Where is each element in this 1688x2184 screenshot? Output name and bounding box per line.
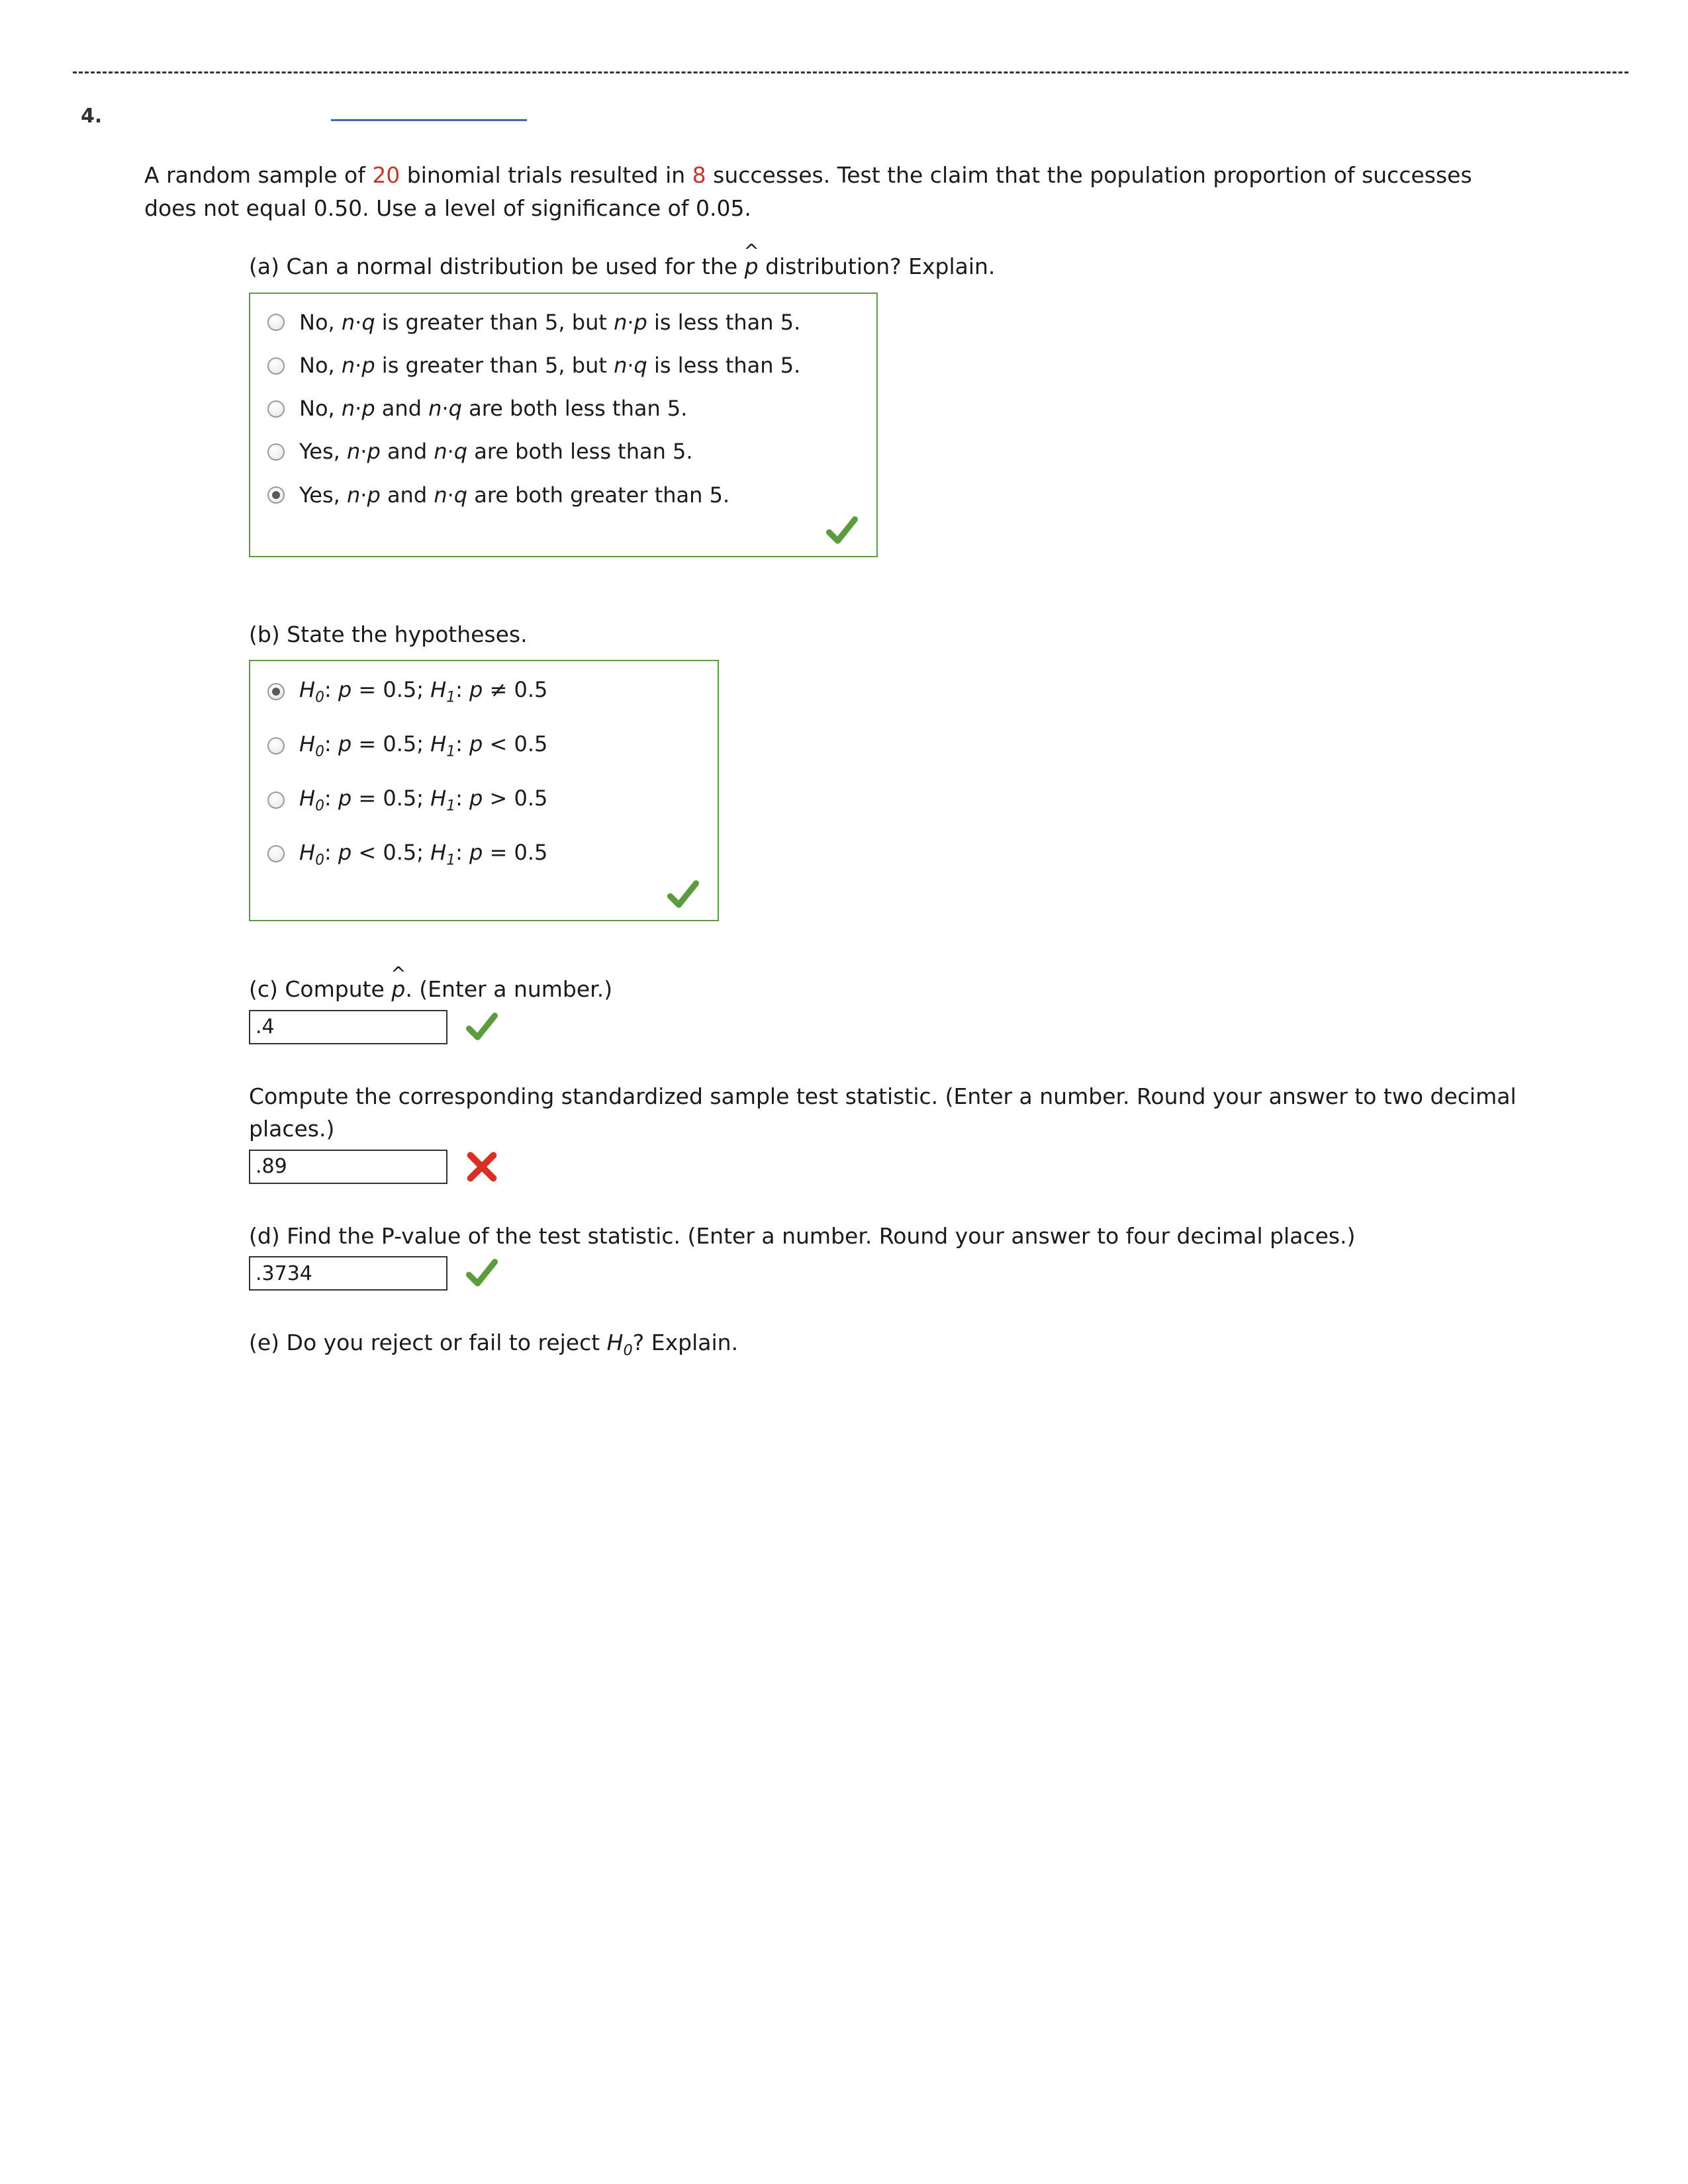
choice-row[interactable]: [267, 308, 859, 337]
question-stem: [144, 159, 1495, 225]
part-c-label: [249, 973, 1515, 1006]
part-c-label-pre: (c) Compute: [249, 976, 392, 1003]
part-c-followup-input[interactable]: [249, 1150, 447, 1184]
radio-button-selected[interactable]: [267, 486, 285, 504]
choice-label: No, n·q is greater than 5, but n·p is less than 5.: [299, 309, 801, 335]
choice-label: $H_0$: p = 0.5; $H_1$: p > 0.5: [299, 785, 548, 815]
part-a-label-post: distribution? Explain.: [758, 253, 996, 280]
choice-label: $H_0$: p = 0.5; $H_1$: p ≠ 0.5: [299, 677, 548, 706]
choice-row[interactable]: [267, 784, 700, 816]
radio-button[interactable]: [267, 357, 285, 375]
part-c-input[interactable]: [249, 1010, 447, 1044]
h-null-symbol: H: [606, 1330, 624, 1356]
blank-link-underline[interactable]: [331, 119, 527, 121]
choice-label: Yes, n·p and n·q are both greater than 5.: [299, 482, 730, 508]
question-content: [144, 159, 1515, 1363]
choice-row[interactable]: [267, 730, 700, 762]
radio-button[interactable]: [267, 314, 285, 331]
part-d-label: (d) Find the P-value of the test statistic. (Enter a number. Round your answer to four decimal places.): [249, 1222, 1356, 1249]
part-c-answer-row: [249, 1010, 1515, 1044]
radio-button[interactable]: [267, 443, 285, 461]
correct-check-icon: [465, 1010, 499, 1044]
choice-row[interactable]: [267, 351, 859, 380]
choice-row[interactable]: [267, 394, 859, 423]
stem-mid: binomial trials resulted in: [400, 162, 692, 188]
choice-row[interactable]: [267, 676, 700, 707]
stem-prefix: A random sample of: [144, 162, 373, 188]
stem-suffix: successes. Test the claim that the population proportion of successes does not equal 0.50. Use a level of significance of 0.05.: [144, 162, 1472, 222]
question-number: 4.: [81, 105, 103, 128]
choice-label: $H_0$: p = 0.5; $H_1$: p < 0.5: [299, 731, 548, 760]
choice-row[interactable]: [267, 839, 700, 870]
stem-x-value: 8: [692, 162, 706, 188]
part-e-label-post: ? Explain.: [632, 1330, 739, 1356]
part-a-label: [249, 250, 1515, 283]
part-c-followup-answer-row: [249, 1150, 1515, 1184]
part-b-label: (b) State the hypotheses.: [249, 621, 528, 647]
choice-row[interactable]: [267, 437, 859, 466]
part-c-label-post: . (Enter a number.): [405, 976, 613, 1003]
p-hat-symbol-a: p ^: [745, 250, 759, 283]
part-e-label: [249, 1326, 1566, 1362]
correct-check-icon: [666, 878, 700, 912]
h-null-subscript: 0: [623, 1342, 633, 1359]
part-d-input[interactable]: [249, 1256, 447, 1291]
part-d-answer-row: [249, 1256, 1515, 1291]
radio-button-selected[interactable]: [267, 683, 285, 700]
p-hat-symbol-c: p ^: [391, 973, 405, 1006]
choice-label: No, n·p is greater than 5, but n·q is less than 5.: [299, 353, 801, 378]
radio-button[interactable]: [267, 737, 285, 754]
page-divider: [73, 71, 1628, 73]
choice-label: No, n·p and n·q are both less than 5.: [299, 396, 688, 422]
part-a-label-pre: (a) Can a normal distribution be used for the: [249, 253, 745, 280]
radio-button[interactable]: [267, 400, 285, 418]
choice-label: Yes, n·p and n·q are both less than 5.: [299, 439, 693, 465]
part-b-answer-box: [249, 660, 719, 921]
part-a-answer-box: [249, 293, 878, 557]
incorrect-x-icon: [465, 1150, 499, 1184]
radio-button[interactable]: [267, 792, 285, 809]
correct-check-icon: [465, 1256, 499, 1291]
choice-label: $H_0$: p < 0.5; $H_1$: p = 0.5: [299, 839, 548, 868]
stem-n-value: 20: [372, 162, 400, 188]
part-e-label-pre: (e) Do you reject or fail to reject: [249, 1330, 607, 1356]
choice-row[interactable]: [267, 481, 859, 510]
part-c-followup-prompt: Compute the corresponding standardized sample test statistic. (Enter a number. Round your answer to two decimal places.): [249, 1083, 1517, 1142]
correct-check-icon: [825, 514, 859, 548]
radio-button[interactable]: [267, 845, 285, 862]
